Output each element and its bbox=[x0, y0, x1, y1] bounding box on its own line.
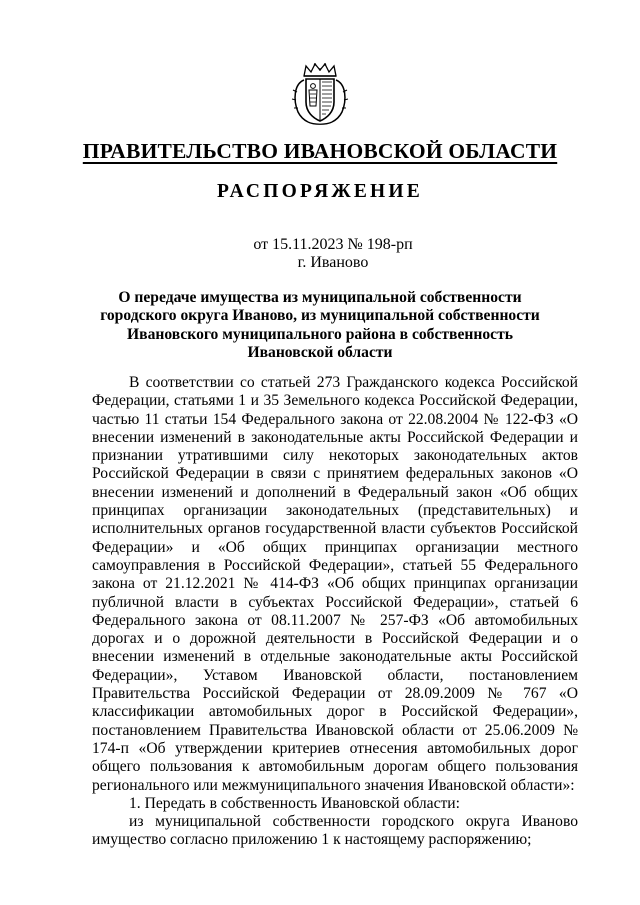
document-body bbox=[92, 374, 578, 850]
document-date-number: от 15.11.2023 № 198-рп bbox=[253, 236, 413, 253]
document-type-heading: РАСПОРЯЖЕНИЕ bbox=[217, 181, 423, 202]
body-paragraph-item-1-text: из муниципальной собственности городского округа Иваново имущество согласно приложению 1 к настоящему распоряжению; bbox=[92, 813, 578, 849]
document-city: г. Иваново bbox=[297, 254, 369, 271]
document-title: О передаче имущества из муниципальной собственности городского округа Иваново, из муниципальной собственности Ивановского муниципального района в собственность Ивановской области bbox=[100, 289, 540, 361]
body-paragraph-item-1: 1. Передать в собственность Ивановской области: bbox=[129, 794, 460, 812]
body-paragraph-legal-basis: В соответствии со статьей 273 Гражданского кодекса Российской Федерации, статьями 1 и 35 Земельного кодекса Российской Федерации, частью 11 статьи 154 Федерального закона от 22.08.2004 № 122-ФЗ «О внесении изменений в законодательные акты Российской Федерации и признании утратившими силу некоторых законодательных актов Российской Федерации в связи с принятием федеральных законов «О внесении изменений и дополнений в Федеральный закон «Об общих принципах организации законодательных (представительных) и исполнительных органов государственной власти субъектов Российской Федерации» и «Об общих принципах организации местного самоуправления в Российской Федерации», статьей 55 Федерального закона от 21.12.2021 № 414-ФЗ «Об общих принципах организации публичной власти в субъектах Российской Федерации», статьей 6 Федерального закона от 08.11.2007 № 257-ФЗ «Об автомобильных дорогах и о дорожной деятельности в Российской Федерации и о внесении изменений в отдельные законодательные акты Российской Федерации», Уставом Ивановской области, постановлением Правительства Российской Федерации от 28.09.2009 № 767 «О классификации автомобильных дорог в Российской Федерации», постановлением Правительства Ивановской области от 25.06.2009 № 174-п «Об утверждении критериев отнесения автомобильных дорог общего пользования к автомобильным дорогам общего пользования регионального или межмуниципального значения Ивановской области»: bbox=[92, 374, 578, 794]
government-name: ПРАВИТЕЛЬСТВО ИВАНОВСКОЙ ОБЛАСТИ bbox=[82, 139, 558, 163]
ivanovo-coat-of-arms-icon bbox=[290, 62, 350, 126]
